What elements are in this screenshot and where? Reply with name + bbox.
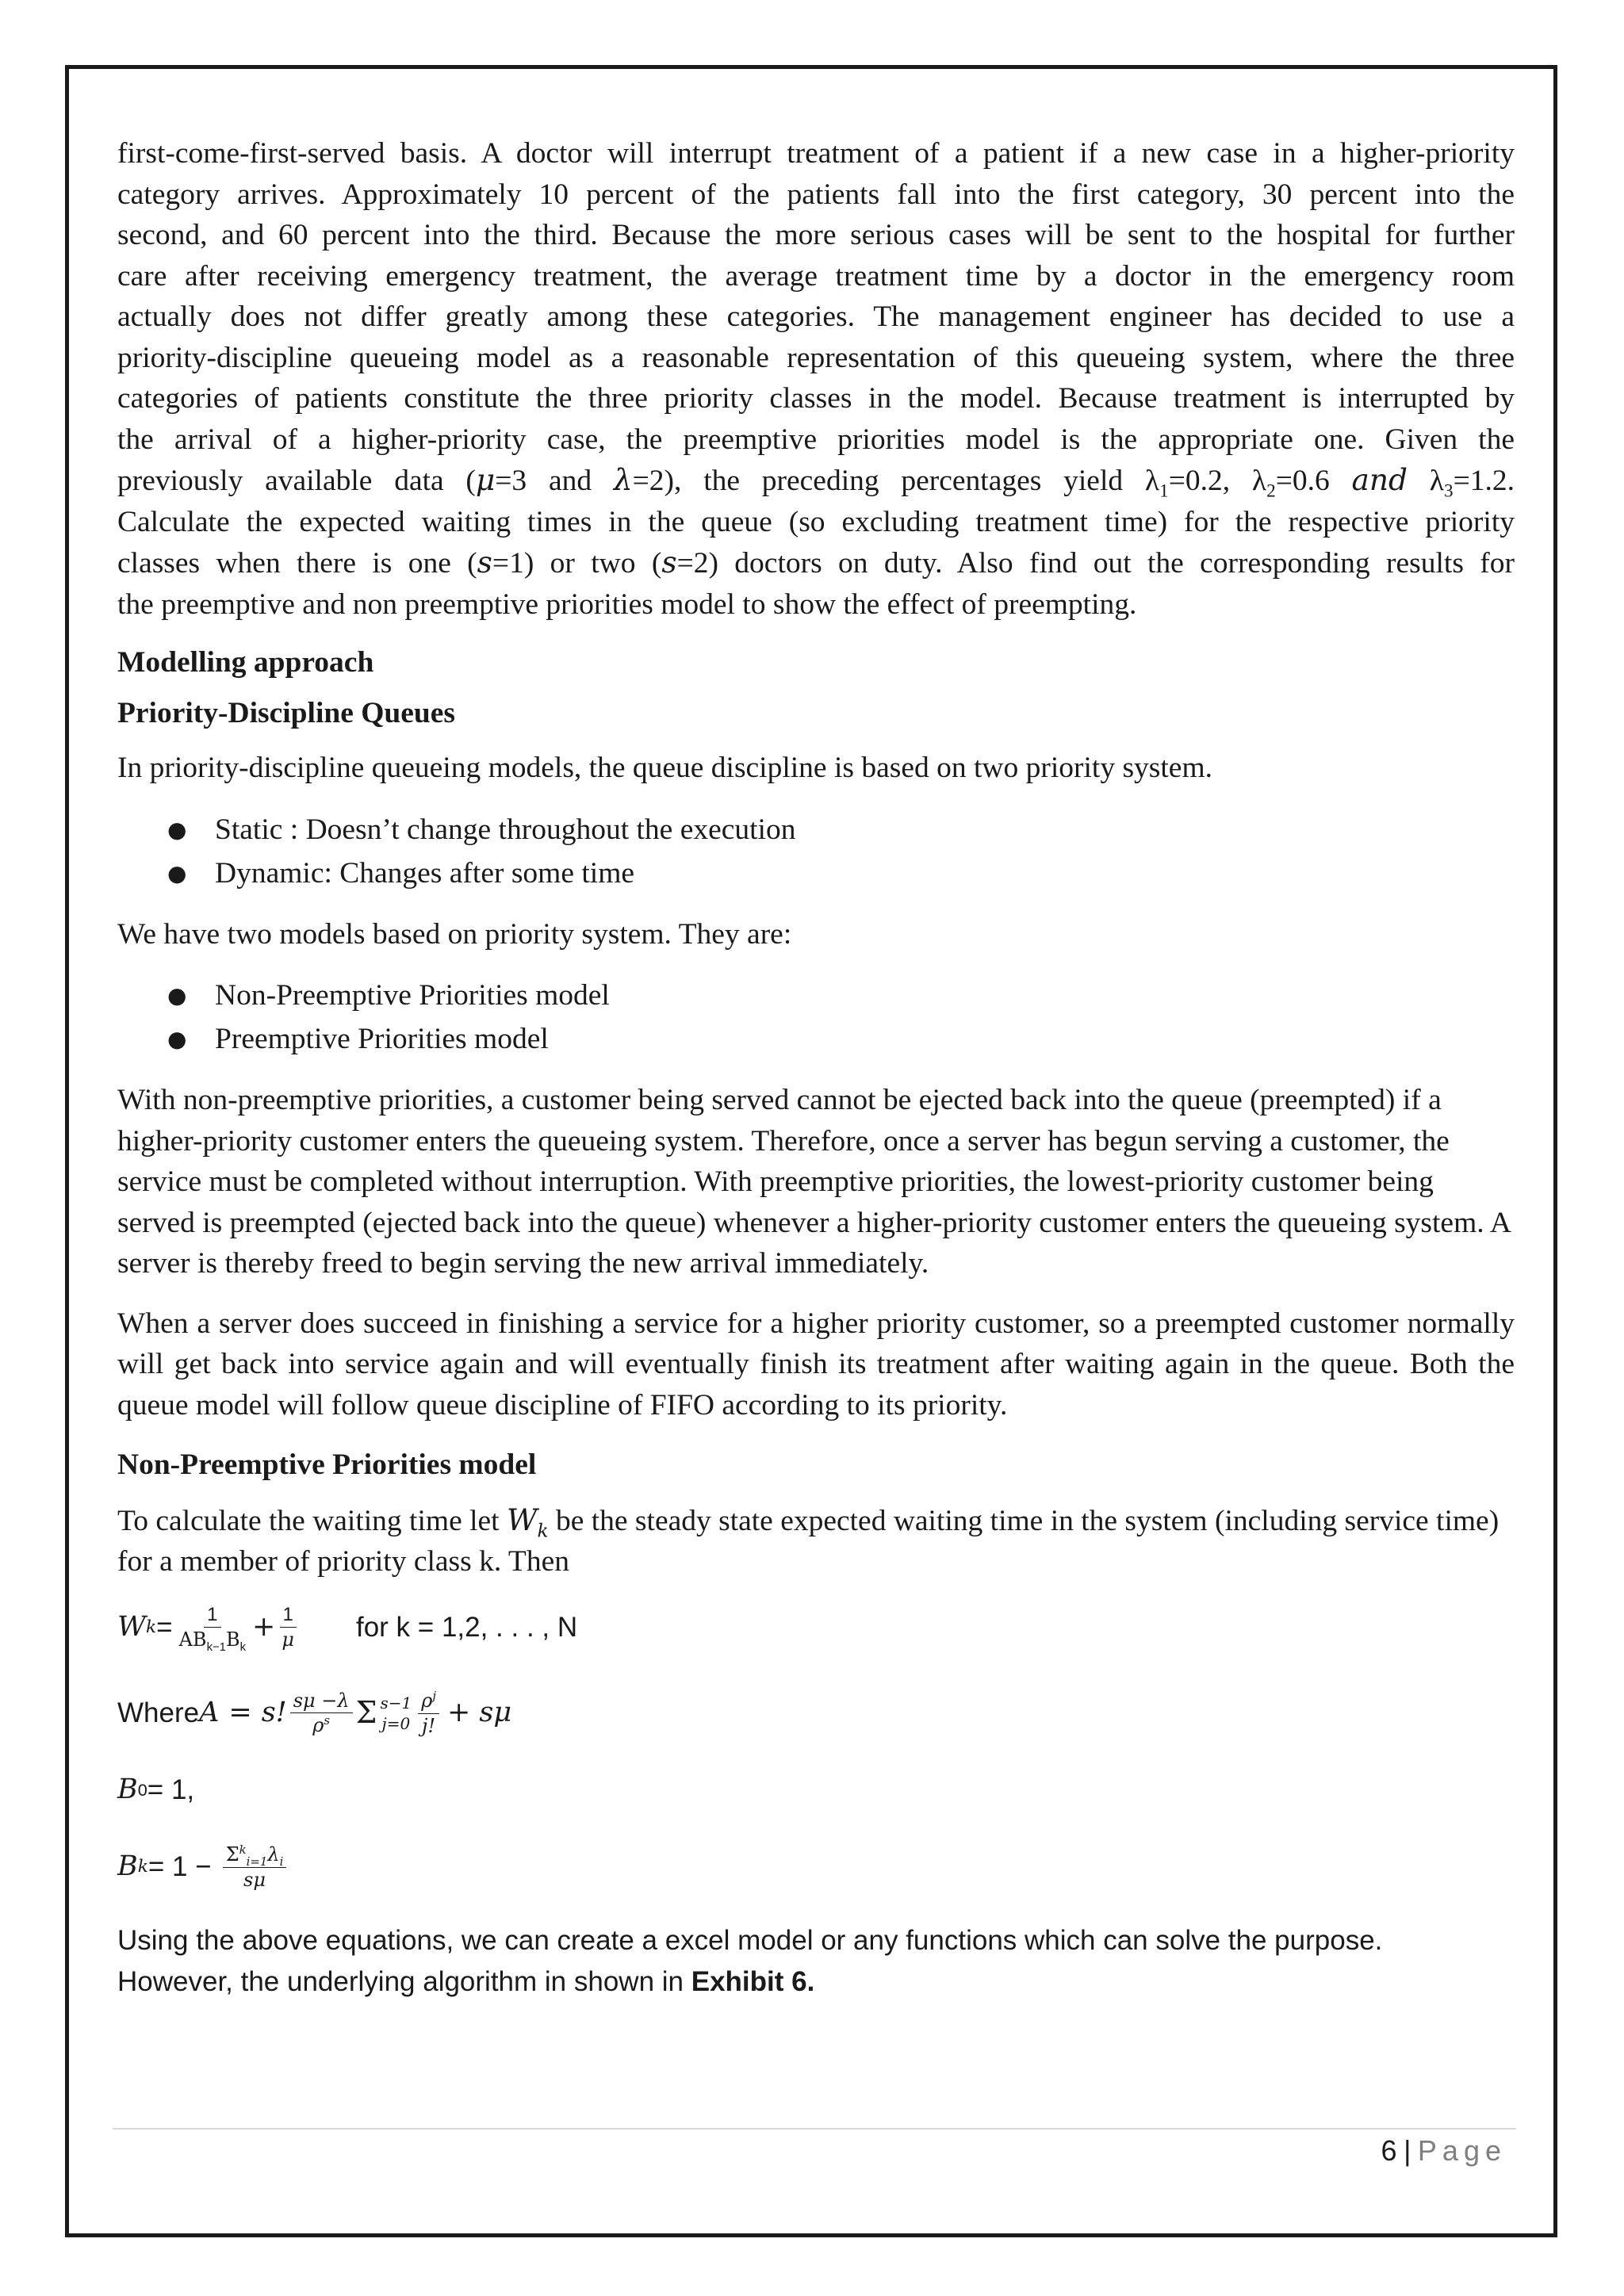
intro-line: actually does not differ greatly among these categories. The management engineer has decided to use a bbox=[117, 300, 1515, 333]
list-item: ● Static : Doesn’t change throughout the execution bbox=[117, 808, 1515, 851]
intro-line: care after receiving emergency treatment, the average treatment time by a doctor in the emergency room bbox=[117, 259, 1515, 293]
list-item: ● Dynamic: Changes after some time bbox=[117, 851, 1515, 895]
list-item: ● Non-Preemptive Priorities model bbox=[117, 974, 1515, 1017]
intro-line: second, and 60 percent into the third. Because the more serious cases will be sent to the hospital for further bbox=[117, 219, 1515, 251]
fraction: $\frac{1}{AB_{k-1}B_k}$ bbox=[178, 1603, 247, 1654]
bullet-icon: ● bbox=[167, 982, 187, 1008]
calc-intro: To calculate the waiting time let $W_k$ be the steady state expected waiting time in the system (including service time) for a member of priority class k. Then bbox=[117, 1502, 1500, 1578]
intro-line-servers: classes when there is one (s=1) or two (s=2) doctors on duty. Also find out the corresponding results for bbox=[117, 545, 1515, 580]
priority-types-list bbox=[117, 808, 1515, 895]
formula-waiting-time: W k = $\frac{1}{AB_{k-1}B_k}$ + $\frac{1}{\mu}$ for k = 1,2, . . . , N bbox=[117, 1603, 578, 1654]
intro-line: priority-discipline queueing model as a reasonable representation of this queueing system, where the three bbox=[117, 341, 1515, 374]
heading-non-preemptive: Non-Preemptive Priorities model bbox=[117, 1448, 537, 1481]
server-paragraph: When a server does succeed in finishing a service for a higher priority customer, so a preempted customer normally will get back into service again and will eventually finish its treatment after waiting again in the queue. Both the queue model will follow queue discipline of FIFO according to its priority. bbox=[117, 1307, 1515, 1422]
preemption-paragraph: With non-preemptive priorities, a customer being served cannot be ejected back into the queue (preempted) if a higher-priority customer enters the queueing system. Therefore, once a server has begun serving a customer, the service must be completed without interruption. With preemptive priorities, the lowest-priority customer being served is preempted (ejected back into the queue) whenever a higher-priority customer enters the queueing system. A server is thereby freed to begin serving the new arrival immediately. bbox=[117, 1084, 1510, 1280]
models-intro: We have two models based on priority system. They are: bbox=[117, 917, 792, 951]
intro-line: first-come-first-served basis. A doctor will interrupt treatment of a patient if a new case in a higher-priority bbox=[117, 137, 1515, 170]
formula-bk: B k = 1 − $\frac{\Sigma^k_{i=1}\lambda_i}{s\mu}$ bbox=[117, 1835, 1515, 1900]
heading-priority-discipline: Priority-Discipline Queues bbox=[117, 696, 455, 729]
intro-line: the preemptive and non preemptive priorities model to show the effect of preempting. bbox=[117, 587, 1137, 621]
heading-modelling-approach: Modelling approach bbox=[117, 646, 374, 679]
bullet-icon: ● bbox=[167, 816, 187, 843]
document-body bbox=[117, 133, 1515, 2003]
intro-paragraph bbox=[117, 133, 1515, 625]
bullet-icon: ● bbox=[167, 859, 187, 886]
intro-line: the arrival of a higher-priority case, the preemptive priorities model is the appropriate one. Given the bbox=[117, 423, 1515, 456]
page-number: 6 bbox=[1381, 2134, 1398, 2167]
exhibit-reference: Exhibit 6. bbox=[691, 1965, 815, 1997]
intro-line: category arrives. Approximately 10 percent of the patients fall into the first category, 30 percent into the bbox=[117, 178, 1515, 211]
page-footer: 6 | Page bbox=[1381, 2134, 1507, 2167]
fraction: $\frac{\rho^j}{j!}$ bbox=[418, 1689, 439, 1738]
sum-limits: s−1 j=0 bbox=[380, 1693, 412, 1733]
formula-a: Where A = s! $\frac{s\mu -\lambda}{\rho^s}$ Σ s−1 j=0 $\frac{\rho^j}{j!}$ + sμ bbox=[117, 1688, 512, 1737]
intro-line-rates: previously available data (μ=3 and λ=2), the preceding percentages yield $\lambda_1=0.2$, $\lambda_2=0.6$ and $\lambda_3=1.2$. bbox=[117, 462, 1515, 502]
footer-rule bbox=[113, 2128, 1516, 2130]
formula-b0: B 0 = 1, bbox=[117, 1773, 195, 1805]
priority-intro: In priority-discipline queueing models, the queue discipline is based on two priority system. bbox=[117, 752, 1212, 784]
bullet-icon: ● bbox=[167, 1026, 187, 1052]
page-label: Page bbox=[1417, 2134, 1507, 2167]
fraction: $\frac{1}{\mu}$ bbox=[278, 1603, 297, 1651]
intro-line: categories of patients constitute the three priority classes in the model. Because treatment is interrupted by bbox=[117, 382, 1515, 415]
intro-line: Calculate the expected waiting times in the queue (so excluding treatment time) for the respective priority bbox=[117, 505, 1515, 538]
fraction: $\frac{s\mu -\lambda}{\rho^s}$ bbox=[290, 1689, 353, 1738]
fraction: $\frac{\Sigma^k_{i=1}\lambda_i}{s\mu}$ bbox=[223, 1843, 287, 1892]
closing-paragraph: Using the above equations, we can create a excel model or any functions which can solve the purpose. However, the underlying algorithm in shown in Exhibit 6. bbox=[117, 1924, 1383, 1997]
models-list bbox=[117, 974, 1515, 1061]
list-item: ● Preemptive Priorities model bbox=[117, 1017, 1515, 1061]
